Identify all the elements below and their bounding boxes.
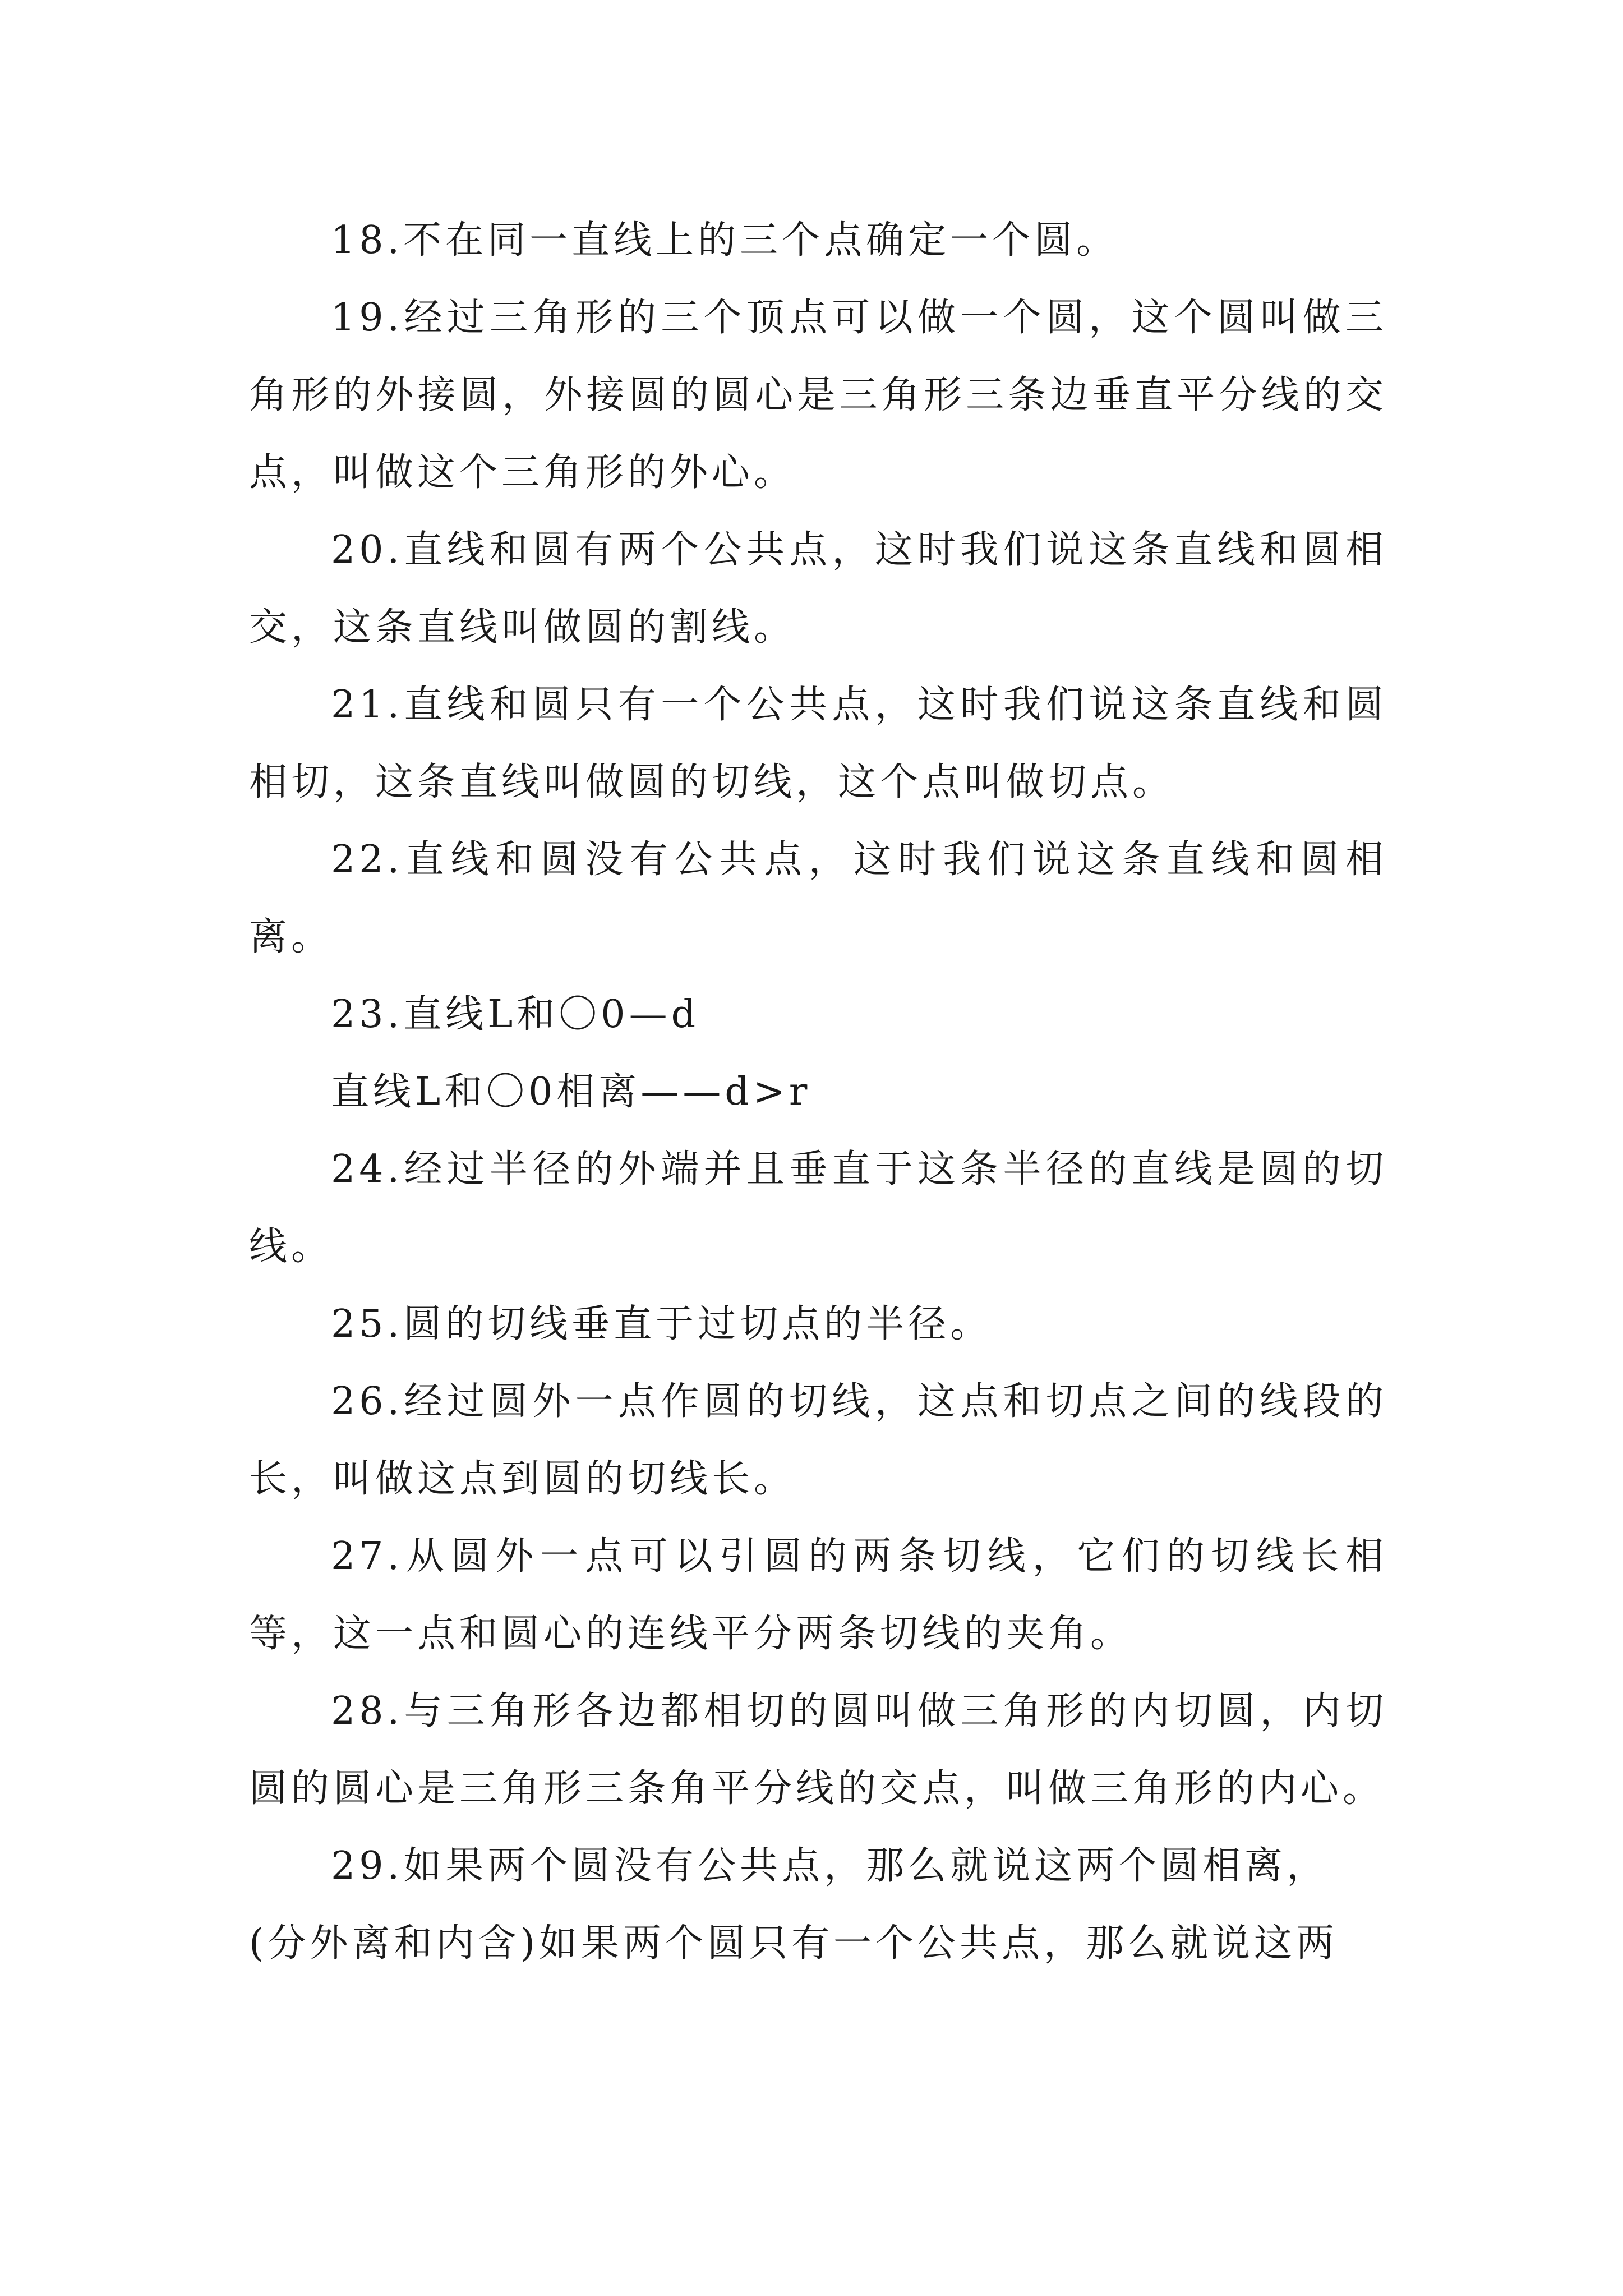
paragraph-22: 22.直线和圆没有公共点，这时我们说这条直线和圆相离。 [249, 838, 1387, 959]
paragraph-21: 21.直线和圆只有一个公共点，这时我们说这条直线和圆相切，这条直线叫做圆的切线，这个点叫做切点。 [249, 683, 1387, 804]
paragraph-18: 18.不在同一直线上的三个点确定一个圆。 [331, 218, 1119, 263]
paragraph-24: 24.经过半径的外端并且垂直于这条半径的直线是圆的切线。 [249, 1147, 1387, 1269]
paragraph-29-continued: (分外离和内含)如果两个圆只有一个公共点，那么就说这两 [249, 1921, 1339, 1966]
paragraph-28: 28.与三角形各边都相切的圆叫做三角形的内切圆，内切圆的圆心是三角形三条角平分线的交点，叫做三角形的内心。 [249, 1689, 1387, 1811]
paragraph-19: 19.经过三角形的三个顶点可以做一个圆，这个圆叫做三角形的外接圆，外接圆的圆心是三角形三条边垂直平分线的交点，叫做这个三角形的外心。 [249, 296, 1387, 495]
paragraph-23: 23.直线L和〇0—d [331, 992, 700, 1037]
paragraph-27: 27.从圆外一点可以引圆的两条切线，它们的切线长相等，这一点和圆心的连线平分两条切线的夹角。 [249, 1534, 1387, 1656]
paragraph-25: 25.圆的切线垂直于过切点的半径。 [331, 1302, 993, 1346]
paragraph-26: 26.经过圆外一点作圆的切线，这点和切点之间的线段的长，叫做这点到圆的切线长。 [249, 1379, 1387, 1501]
paragraph-29: 29.如果两个圆没有公共点，那么就说这两个圆相离， [331, 1844, 1329, 1888]
paragraph-20: 20.直线和圆有两个公共点，这时我们说这条直线和圆相交，这条直线叫做圆的割线。 [249, 528, 1387, 650]
document-body [249, 202, 1387, 1982]
paragraph-23-continued: 直线L和〇0相离——d>r [331, 1070, 811, 1114]
